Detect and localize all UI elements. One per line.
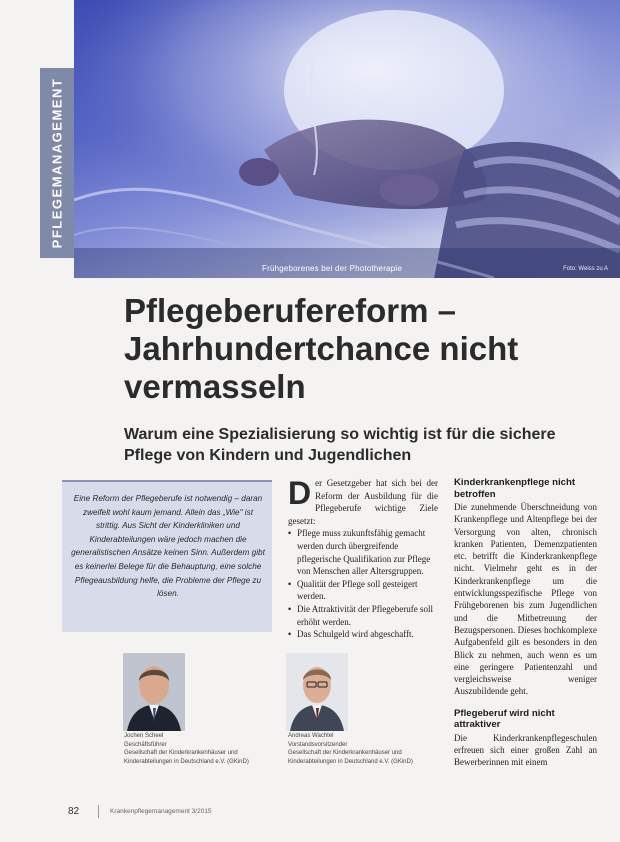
author-portrait-2 (286, 653, 348, 731)
section-heading: Pflegeberuf wird nicht attraktiver (454, 707, 555, 731)
section-heading: Kinderkrankenpflege nicht betroffen (454, 477, 576, 500)
author-org: Gesellschaft der Kinderkrankenhäuser und Kinderabteilungen in Deutschland e.V. (GKinD) (288, 750, 413, 765)
author-name: Jochen Scheel (124, 733, 164, 739)
footer-divider (98, 805, 99, 818)
section-tab (40, 68, 74, 258)
hero-photo (74, 0, 620, 278)
body-column-right (454, 477, 597, 779)
goals-list (288, 527, 438, 640)
section-label: PFLEGEMANAGEMENT (49, 77, 65, 249)
list-item: • Pflege muss zukunftsfähig gemacht werden durch übergreifende pflegerische Qualifikation zur Pflege von Menschen aller Altersgruppen. (297, 527, 438, 577)
article-subtitle: Warum eine Spezialisierung so wichtig ist für die sichere Pflege von Kindern und Jugendlichen (124, 426, 556, 464)
pull-quote-text: Eine Reform der Pflegeberufe ist notwendig – daran zweifelt wohl kaum jemand. Allein das „Wie" ist strittig. Aus Sicht der Kinderkliniken und Kinderabteilungen wäre jedoch machen die generalistischen Ansätze keinen Sinn. Außerdem gibt es keinerlei Belege für die Behauptung, eine solche Pflegeausbildung helfe, die Probleme der Pflege zu lösen. (71, 494, 265, 599)
author-caption-1 (124, 732, 284, 766)
author-portrait-1 (123, 653, 185, 731)
section-paragraph: Die Kinderkrankenpflegeschulen erfreuen sich einer großen Zahl an Bewerberinnen mit einem (454, 732, 597, 768)
photo-credit: Foto: Weiss zu A (563, 266, 608, 272)
author-role: Geschäftsführer (124, 741, 167, 748)
drop-cap: D (288, 475, 312, 511)
photo-caption: Frühgeborenes bei der Phototherapie (262, 264, 402, 273)
body-column-middle (288, 477, 438, 641)
author-role: Vorstandsvorsitzender (288, 741, 348, 748)
pull-quote-box (62, 480, 272, 632)
author-caption-2 (288, 732, 448, 766)
publication-name: Krankenpflegemanagement 3/2015 (110, 808, 212, 815)
premature-baby-image (74, 0, 620, 278)
list-item: • Das Schulgeld wird abgeschafft. (297, 628, 438, 641)
author-name: Andreas Wachtel (288, 733, 334, 739)
author-org: Gesellschaft der Kinderkrankenhäuser und Kinderabteilungen in Deutschland e.V. (GKinD) (124, 750, 249, 765)
article-title: Pflegeberufereform – Jahrhundertchance nicht vermasseln (124, 292, 519, 405)
list-item: • Qualität der Pflege soll gesteigert werden. (297, 578, 438, 603)
list-item: • Die Attraktivität der Pflegeberufe soll erhöht werden. (297, 603, 438, 628)
section-paragraph: Die zunehmende Überschneidung von Krankenpflege und Altenpflege bei der Versorgung von alten, chronisch kranken Patienten, Demenzpatienten etc. betrifft die Kinderkrankenpflege nicht. Vielmehr geht es in der Kinderkrankenpflege um die entwicklungsspezifische Pflege von Frühgeborenen bis zum Jugendlichen und die Mitbetreuung der Bezugspersonen. Dieses hochkomplexe Aufgabenfeld gilt es besonders in den Blick zu nehmen, auch wenn es um eine geringere Patientenzahl und vergleichsweise weniger Auszubildende geht. (454, 502, 597, 697)
page-number: 82 (68, 806, 80, 817)
intro-paragraph: er Gesetzgeber hat sich bei der Reform der Ausbildung für die Pflegeberufe wichtige Ziele gesetzt: (288, 478, 438, 526)
